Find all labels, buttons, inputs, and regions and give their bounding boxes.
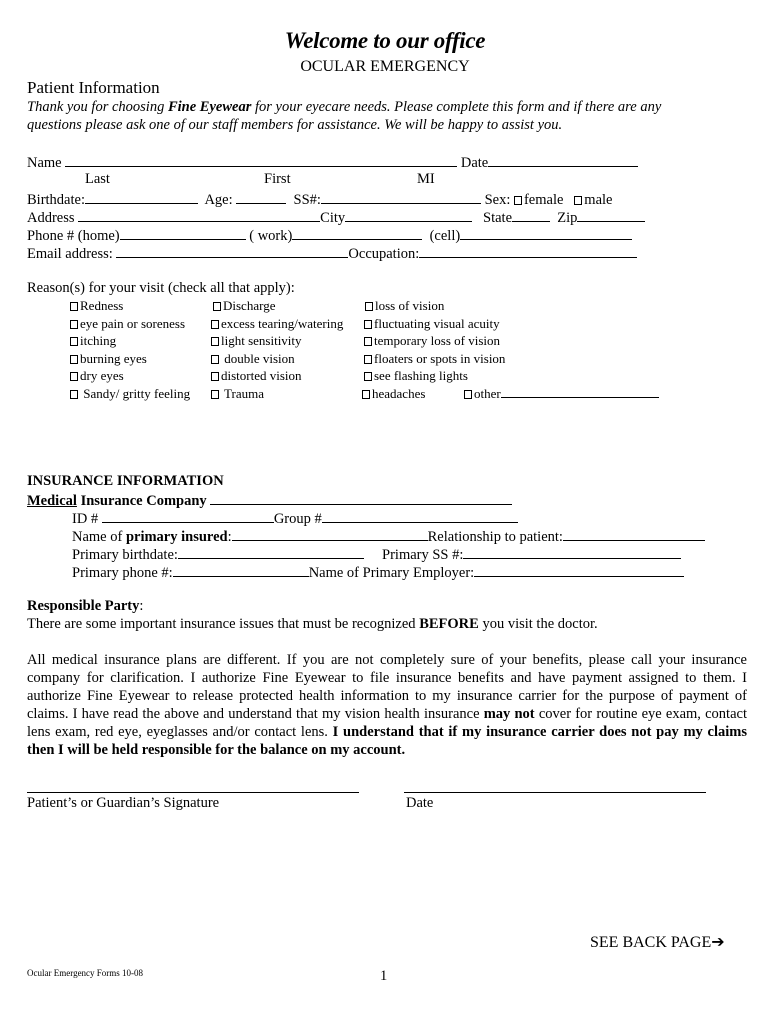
primary-birthdate-field[interactable]: [178, 545, 364, 559]
group-field[interactable]: [322, 509, 518, 523]
name-row: Name Date: [27, 153, 638, 172]
checkbox-icon: [211, 320, 219, 329]
reason-light-sensitivity[interactable]: light sensitivity: [211, 333, 302, 349]
checkbox-icon: [364, 337, 372, 346]
reason-eye-pain[interactable]: eye pain or soreness: [70, 316, 185, 332]
checkbox-icon: [70, 337, 78, 346]
checkbox-icon: [364, 372, 372, 381]
responsible-heading: Responsible Party:: [27, 598, 144, 614]
form-subtitle: OCULAR EMERGENCY: [300, 58, 470, 75]
checkbox-icon: [70, 355, 78, 364]
name-field[interactable]: [65, 153, 457, 167]
page-number: 1: [380, 968, 388, 984]
signature-date-line[interactable]: [404, 792, 706, 793]
patient-info-heading: Patient Information: [27, 78, 160, 97]
reason-temporary-loss[interactable]: temporary loss of vision: [364, 333, 500, 349]
reason-double-vision[interactable]: double vision: [211, 351, 295, 367]
date-field[interactable]: [488, 153, 638, 167]
reason-discharge[interactable]: Discharge: [213, 298, 275, 314]
primary-ss-field[interactable]: [463, 545, 681, 559]
checkbox-icon: [365, 302, 373, 311]
ss-field[interactable]: [321, 190, 481, 204]
address-row: Address City State Zip: [27, 208, 645, 227]
checkbox-icon: [364, 355, 372, 364]
phone-cell-field[interactable]: [460, 226, 632, 240]
signature-date-label: Date: [406, 795, 434, 811]
age-field[interactable]: [236, 190, 286, 204]
reason-trauma[interactable]: Trauma: [211, 386, 264, 402]
reason-dry-eyes[interactable]: dry eyes: [70, 368, 124, 384]
relationship-field[interactable]: [563, 527, 705, 541]
checkbox-icon: [211, 390, 219, 399]
phone-work-field[interactable]: [292, 226, 422, 240]
checkbox-icon: [211, 372, 219, 381]
reason-floaters[interactable]: floaters or spots in vision: [364, 351, 505, 367]
email-row: Email address: Occupation:: [27, 244, 637, 263]
see-back-page: SEE BACK PAGE➔: [590, 934, 725, 951]
reason-sandy-gritty[interactable]: Sandy/ gritty feeling: [70, 386, 190, 402]
authorization-paragraph: All medical insurance plans are different. If you are not completely sure of your benefits, please call your insurance company for clarification. I authorize Fine Eyewear to file insurance benefits and have payment assigned to them. I authorize Fine Eyewear to release protected health information to my insurance carrier for the purpose of payment of claims. I have read the above and understand that my vision health insurance may not cover for routine eye exam, contact lens exam, red eye, eyeglasses and/or contact lens. I understand that if my insurance carrier does not pay my claims then I will be held responsible for the balance on my account.: [27, 652, 748, 758]
reason-loss-of-vision[interactable]: loss of vision: [365, 298, 444, 314]
mi-label: MI: [417, 171, 435, 187]
occupation-field[interactable]: [419, 244, 637, 258]
checkbox-icon: [211, 337, 219, 346]
phone-home-field[interactable]: [120, 226, 246, 240]
signature-line[interactable]: [27, 792, 359, 793]
male-checkbox[interactable]: [574, 196, 582, 205]
reason-distorted-vision[interactable]: distorted vision: [211, 368, 302, 384]
address-field[interactable]: [78, 208, 320, 222]
other-field[interactable]: [501, 386, 659, 398]
checkbox-icon: [362, 390, 370, 399]
checkbox-icon: [70, 390, 78, 399]
primary-phone-field[interactable]: [173, 563, 309, 577]
insurance-heading: INSURANCE INFORMATION: [27, 473, 224, 489]
intro-line-1: Thank you for choosing Fine Eyewear for your eyecare needs. Please complete this form and if there are any: [27, 99, 662, 115]
reason-excess-tearing[interactable]: excess tearing/watering: [211, 316, 343, 332]
female-checkbox[interactable]: [514, 196, 522, 205]
reasons-heading: Reason(s) for your visit (check all that apply):: [27, 280, 295, 296]
checkbox-icon: [70, 372, 78, 381]
zip-field[interactable]: [577, 208, 645, 222]
reason-fluctuating-acuity[interactable]: fluctuating visual acuity: [364, 316, 500, 332]
form-id: Ocular Emergency Forms 10-08: [27, 968, 144, 978]
checkbox-icon: [364, 320, 372, 329]
primary-insured-field[interactable]: [232, 527, 428, 541]
email-field[interactable]: [116, 244, 348, 258]
checkbox-icon: [213, 302, 221, 311]
reason-redness[interactable]: Redness: [70, 298, 123, 314]
birthdate-row: Birthdate: Age: SS#: Sex: female male: [27, 192, 613, 208]
responsible-notice: There are some important insurance issues that must be recognized BEFORE you visit the doctor.: [27, 616, 598, 632]
first-label: First: [264, 171, 291, 187]
insurance-company-field[interactable]: [210, 491, 512, 505]
last-label: Last: [85, 171, 110, 187]
id-group-row: ID # Group #: [72, 509, 518, 528]
primary-insured-row: Name of primary insured: Relationship to patient:: [72, 527, 705, 546]
reason-burning-eyes[interactable]: burning eyes: [70, 351, 147, 367]
reason-other[interactable]: other: [464, 386, 659, 402]
checkbox-icon: [464, 390, 472, 399]
intro-line-2: questions please ask one of our staff members for assistance. We will be happy to assist you.: [27, 117, 563, 133]
signature-label: Patient’s or Guardian’s Signature: [27, 795, 220, 811]
arrow-right-icon: ➔: [711, 934, 725, 951]
checkbox-icon: [70, 320, 78, 329]
id-field[interactable]: [102, 509, 274, 523]
reason-itching[interactable]: itching: [70, 333, 116, 349]
medical-company-row: Medical Insurance Company: [27, 491, 512, 510]
checkbox-icon: [211, 355, 219, 364]
city-field[interactable]: [345, 208, 472, 222]
reason-flashing-lights[interactable]: see flashing lights: [364, 368, 468, 384]
birthdate-field[interactable]: [85, 190, 198, 204]
phone-row: Phone # (home) ( work) (cell): [27, 226, 632, 245]
state-field[interactable]: [512, 208, 550, 222]
checkbox-icon: [70, 302, 78, 311]
primary-phone-row: Primary phone #: Name of Primary Employer:: [72, 563, 684, 582]
employer-field[interactable]: [474, 563, 684, 577]
form-title: Welcome to our office: [284, 28, 486, 53]
primary-birthdate-row: Primary birthdate: Primary SS #:: [72, 545, 681, 564]
reason-headaches[interactable]: headaches: [362, 386, 425, 402]
